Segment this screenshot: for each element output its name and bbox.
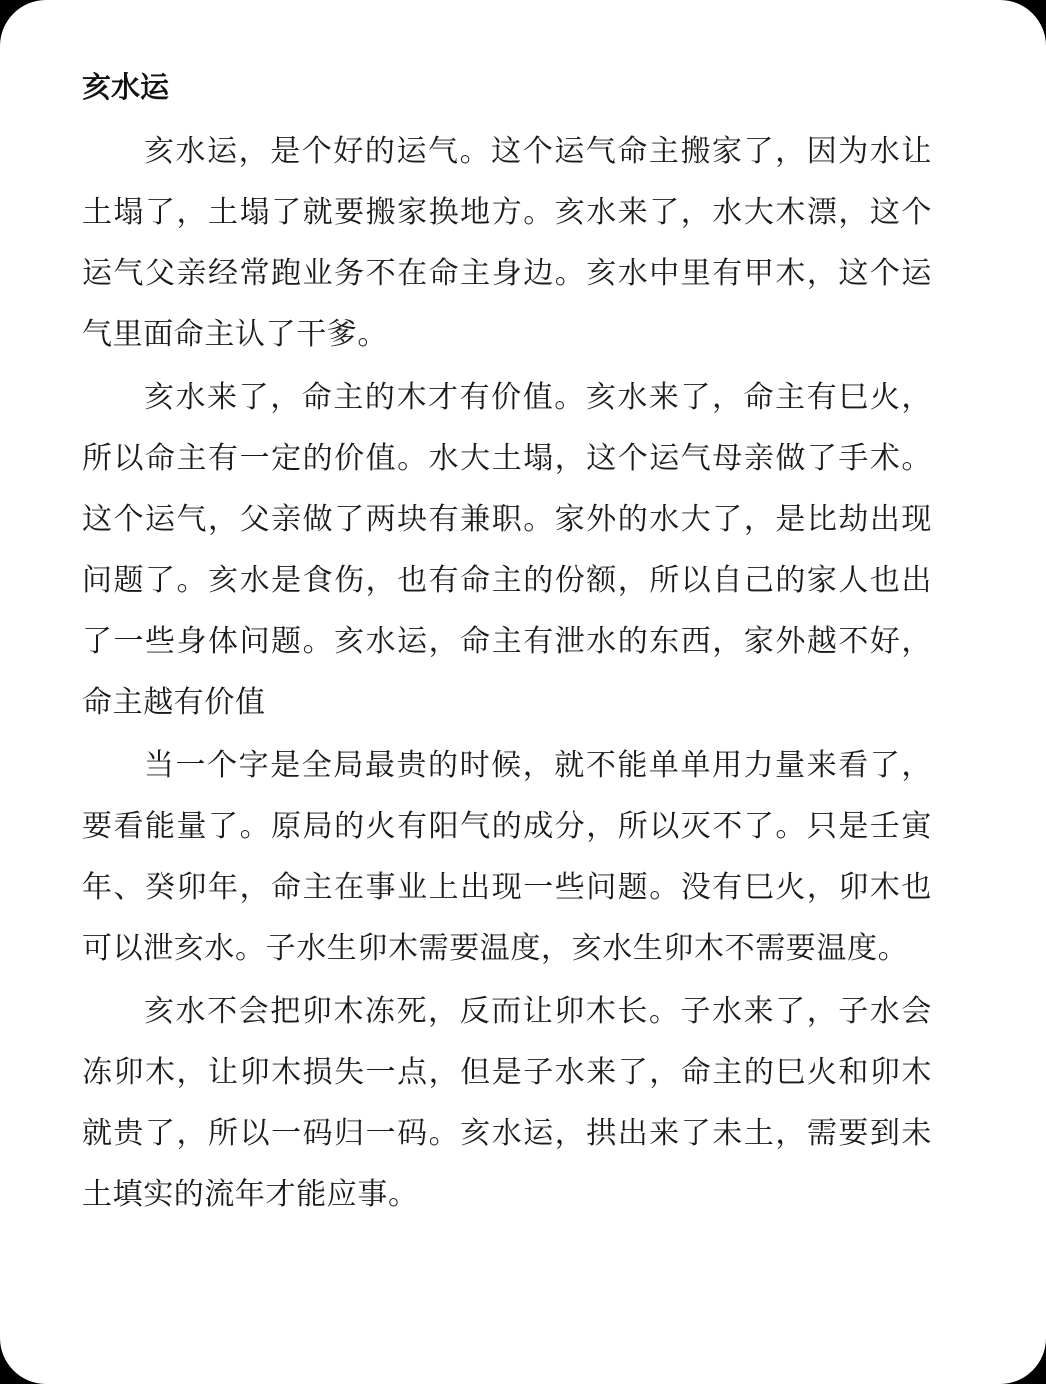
paragraph-1: 亥水运，是个好的运气。这个运气命主搬家了，因为水让土塌了，土塌了就要搬家换地方。亥水来了，水大木漂，这个运气父亲经常跑业务不在命主身边。亥水中里有甲木，这个运气里面命主认了干爹。 [82,134,932,352]
paragraph-3: 当一个字是全局最贵的时候，就不能单单用力量来看了，要看能量了。原局的火有阳气的成分，所以灭不了。只是壬寅年、癸卯年，命主在事业上出现一些问题。没有巳火，卯木也可以泄亥水。子水生卯木需要温度，亥水生卯木不需要温度。 [82,748,932,966]
body-text [82,121,932,1227]
section-title: 亥水运 [82,70,170,104]
paragraph-2: 亥水来了，命主的木才有价值。亥水来了，命主有巳火，所以命主有一定的价值。水大土塌，这个运气母亲做了手术。这个运气，父亲做了两块有兼职。家外的水大了，是比劫出现问题了。亥水是食伤，也有命主的份额，所以自己的家人也出了一些身体问题。亥水运，命主有泄水的东西，家外越不好，命主越有价值 [82,380,932,720]
paragraph-4: 亥水不会把卯木冻死，反而让卯木长。子水来了，子水会冻卯木，让卯木损失一点，但是子水来了，命主的巳火和卯木就贵了，所以一码归一码。亥水运，拱出来了未土，需要到未土填实的流年才能应事。 [82,994,932,1212]
